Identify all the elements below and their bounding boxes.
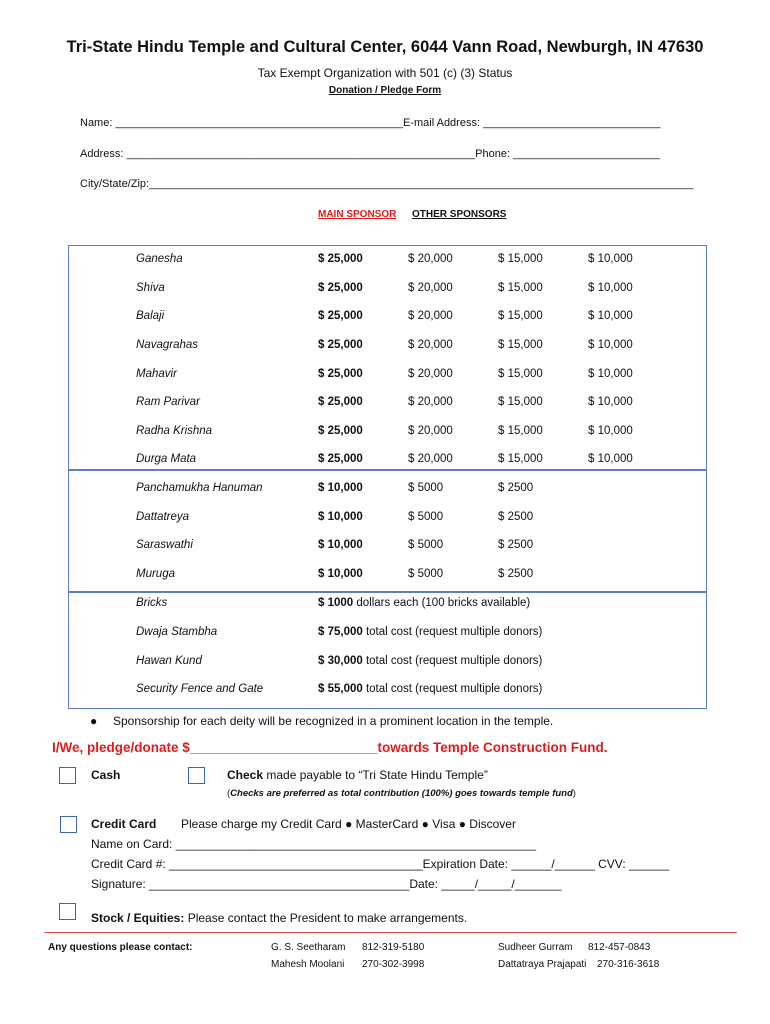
- project-amount[interactable]: $ 55,000 total cost (request multiple donors): [318, 683, 543, 695]
- main-amount[interactable]: $ 25,000: [318, 253, 363, 265]
- amount-4[interactable]: $ 10,000: [588, 253, 633, 265]
- main-amount[interactable]: $ 25,000: [318, 396, 363, 408]
- main-amount[interactable]: $ 25,000: [318, 339, 363, 351]
- deity-name: Saraswathi: [136, 539, 193, 551]
- amount-2[interactable]: $ 20,000: [408, 425, 453, 437]
- amount-3[interactable]: $ 15,000: [498, 310, 543, 322]
- main-amount[interactable]: $ 25,000: [318, 282, 363, 294]
- contact-name: Dattatraya Prajapati: [498, 959, 587, 970]
- deity-name: Balaji: [136, 310, 165, 322]
- name-email-field[interactable]: Name: _______________________________________________E-mail Address: _____________________________: [80, 117, 661, 129]
- project-note: total cost (request multiple donors): [362, 626, 543, 638]
- project-amount[interactable]: $ 1000 dollars each (100 bricks available): [318, 597, 531, 609]
- cash-label: Cash: [91, 768, 121, 782]
- footer-divider: [44, 932, 737, 933]
- stock-checkbox[interactable]: [59, 903, 76, 920]
- amount-3[interactable]: $ 2500: [498, 568, 534, 580]
- name-on-card-field[interactable]: Name on Card: ______________________________________________________: [91, 837, 537, 851]
- contact-phone: 270-316-3618: [597, 959, 660, 970]
- address-phone-field[interactable]: Address: _________________________________________________________Phone: ________________________: [80, 148, 660, 160]
- amount-3[interactable]: $ 15,000: [498, 368, 543, 380]
- amount-4[interactable]: $ 10,000: [588, 339, 633, 351]
- pledge-line[interactable]: I/We, pledge/donate $_________________________towards Temple Construction Fund.: [52, 740, 608, 755]
- amount-3[interactable]: $ 2500: [498, 482, 534, 494]
- sponsor-row-panchamukha-hanuman: [0, 482, 770, 502]
- project-name: Dwaja Stambha: [136, 626, 218, 638]
- amount-4[interactable]: $ 10,000: [588, 425, 633, 437]
- project-row-dwaja-stambha: [0, 626, 770, 646]
- main-amount[interactable]: $ 25,000: [318, 453, 363, 465]
- amount-4[interactable]: $ 10,000: [588, 282, 633, 294]
- main-amount[interactable]: $ 10,000: [318, 568, 363, 580]
- sponsor-row-mahavir: [0, 368, 770, 388]
- sponsor-row-muruga: [0, 568, 770, 588]
- deity-name: Mahavir: [136, 368, 177, 380]
- amount-3[interactable]: $ 15,000: [498, 425, 543, 437]
- project-note: dollars each (100 bricks available): [353, 597, 531, 609]
- project-row-hawan-kund: [0, 655, 770, 675]
- project-note: total cost (request multiple donors): [362, 655, 543, 667]
- project-name: Security Fence and Gate: [136, 683, 264, 695]
- main-amount[interactable]: $ 10,000: [318, 511, 363, 523]
- stock-line: Stock / Equities: Please contact the President to make arrangements.: [91, 911, 468, 925]
- sponsor-row-shiva: [0, 282, 770, 302]
- deity-name: Ram Parivar: [136, 396, 200, 408]
- signature-field[interactable]: Signature: _______________________________________Date: _____/_____/_______: [91, 877, 562, 891]
- amount-3[interactable]: $ 15,000: [498, 339, 543, 351]
- check-label-line: Check made payable to “Tri State Hindu Temple”: [227, 768, 488, 782]
- amount-2[interactable]: $ 5000: [408, 568, 444, 580]
- amount-2[interactable]: $ 20,000: [408, 396, 453, 408]
- amount-3[interactable]: $ 15,000: [498, 453, 543, 465]
- amount-2[interactable]: $ 5000: [408, 482, 444, 494]
- form-name: Donation / Pledge Form: [328, 85, 442, 96]
- deity-name: Panchamukha Hanuman: [136, 482, 263, 494]
- check-note: (Checks are preferred as total contribution (100%) goes towards temple fund): [227, 788, 576, 799]
- questions-label: Any questions please contact:: [48, 942, 193, 953]
- project-note: total cost (request multiple donors): [362, 683, 543, 695]
- sponsor-row-navagrahas: [0, 339, 770, 359]
- project-amount[interactable]: $ 75,000 total cost (request multiple donors): [318, 626, 543, 638]
- amount-2[interactable]: $ 20,000: [408, 310, 453, 322]
- main-amount[interactable]: $ 25,000: [318, 425, 363, 437]
- main-amount[interactable]: $ 10,000: [318, 539, 363, 551]
- deity-name: Muruga: [136, 568, 175, 580]
- amount-3[interactable]: $ 2500: [498, 511, 534, 523]
- amount-2[interactable]: $ 20,000: [408, 282, 453, 294]
- check-checkbox[interactable]: [188, 767, 205, 784]
- amount-2[interactable]: $ 20,000: [408, 253, 453, 265]
- sponsor-row-saraswathi: [0, 539, 770, 559]
- bullet-icon: ●: [90, 714, 98, 728]
- amount-3[interactable]: $ 15,000: [498, 253, 543, 265]
- credit-card-checkbox[interactable]: [60, 816, 77, 833]
- deity-name: Dattatreya: [136, 511, 190, 523]
- sponsor-row-balaji: [0, 310, 770, 330]
- credit-card-label: Credit Card: [91, 817, 157, 831]
- deity-name: Navagrahas: [136, 339, 199, 351]
- recognition-note: Sponsorship for each deity will be recognized in a prominent location in the temple.: [113, 714, 554, 728]
- project-row-security-fence: [0, 683, 770, 703]
- contact-phone: 812-457-0843: [588, 942, 651, 953]
- sponsor-row-radha-krishna: [0, 425, 770, 445]
- other-sponsors-heading: OTHER SPONSORS: [412, 209, 507, 220]
- page-title: Tri-State Hindu Temple and Cultural Center, 6044 Vann Road, Newburgh, IN 47630: [66, 38, 704, 56]
- amount-4[interactable]: $ 10,000: [588, 396, 633, 408]
- contact-name: Sudheer Gurram: [498, 942, 573, 953]
- contact-phone: 812-319-5180: [362, 942, 425, 953]
- cash-checkbox[interactable]: [59, 767, 76, 784]
- contact-name: Mahesh Moolani: [271, 959, 345, 970]
- amount-4[interactable]: $ 10,000: [588, 310, 633, 322]
- credit-card-options: Please charge my Credit Card ● MasterCard ● Visa ● Discover: [181, 817, 516, 831]
- project-name: Bricks: [136, 597, 168, 609]
- amount-3[interactable]: $ 15,000: [498, 282, 543, 294]
- main-amount[interactable]: $ 25,000: [318, 310, 363, 322]
- amount-3[interactable]: $ 15,000: [498, 396, 543, 408]
- amount-2[interactable]: $ 20,000: [408, 339, 453, 351]
- main-sponsor-heading: MAIN SPONSOR: [318, 209, 397, 220]
- deity-name: Radha Krishna: [136, 425, 213, 437]
- project-row-bricks: [0, 597, 770, 617]
- amount-3[interactable]: $ 2500: [498, 539, 534, 551]
- card-number-field[interactable]: Credit Card #: ______________________________________Expiration Date: ______/______ CVV: ______: [91, 857, 670, 871]
- project-name: Hawan Kund: [136, 655, 202, 667]
- sponsor-row-ram-parivar: [0, 396, 770, 416]
- deity-name: Shiva: [136, 282, 165, 294]
- contact-name: G. S. Seetharam: [271, 942, 346, 953]
- amount-4[interactable]: $ 10,000: [588, 368, 633, 380]
- tax-status: Tax Exempt Organization with 501 (c) (3) Status: [257, 66, 513, 80]
- amount-4[interactable]: $ 10,000: [588, 453, 633, 465]
- sponsor-row-dattatreya: [0, 511, 770, 531]
- contact-phone: 270-302-3998: [362, 959, 425, 970]
- main-amount[interactable]: $ 10,000: [318, 482, 363, 494]
- amount-2[interactable]: $ 20,000: [408, 453, 453, 465]
- deity-name: Durga Mata: [136, 453, 197, 465]
- sponsor-row-ganesha: [0, 253, 770, 273]
- amount-2[interactable]: $ 5000: [408, 539, 444, 551]
- project-amount[interactable]: $ 30,000 total cost (request multiple donors): [318, 655, 543, 667]
- amount-2[interactable]: $ 5000: [408, 511, 444, 523]
- sponsor-row-durga-mata: [0, 453, 770, 473]
- deity-name: Ganesha: [136, 253, 183, 265]
- main-amount[interactable]: $ 25,000: [318, 368, 363, 380]
- city-state-zip-field[interactable]: City/State/Zip:_________________________________________________________________________________________: [80, 178, 694, 190]
- amount-2[interactable]: $ 20,000: [408, 368, 453, 380]
